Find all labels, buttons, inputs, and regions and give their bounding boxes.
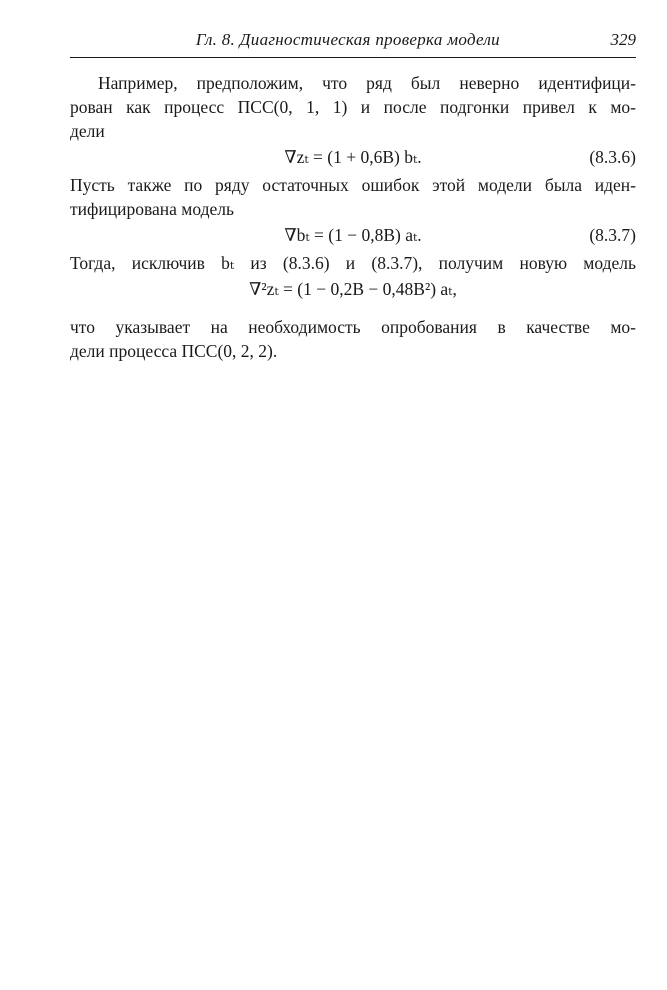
running-title: Гл. 8. Диагностическая проверка модели xyxy=(195,30,500,49)
running-head xyxy=(70,30,636,54)
text-line: тифицирована модель xyxy=(70,199,234,219)
equation-expression: ∇zₜ = (1 + 0,6B) bₜ. xyxy=(284,147,422,167)
equation-number: (8.3.7) xyxy=(589,225,636,245)
equation-8-3-7 xyxy=(70,223,636,247)
paragraph-2 xyxy=(70,173,636,221)
equation-combined xyxy=(70,277,636,301)
equation-8-3-6 xyxy=(70,145,636,169)
text-line: Например, предположим, что ряд был неверно идентифици- xyxy=(98,73,636,93)
equation-expression: ∇²zₜ = (1 − 0,2B − 0,48B²) aₜ, xyxy=(249,279,457,299)
text-line: дели xyxy=(70,121,105,141)
paragraph-1 xyxy=(70,71,636,143)
text-line: рован как процесс ПСС(0, 1, 1) и после подгонки привел к мо- xyxy=(70,97,636,117)
equation-number: (8.3.6) xyxy=(589,147,636,167)
header-rule xyxy=(70,57,636,58)
text-line: что указывает на необходимость опробования в качестве мо- xyxy=(70,317,636,337)
paragraph-4 xyxy=(70,315,636,363)
page-number: 329 xyxy=(610,30,636,49)
text-line: Тогда, исключив bₜ из (8.3.6) и (8.3.7), получим новую модель xyxy=(70,253,636,273)
equation-expression: ∇bₜ = (1 − 0,8B) aₜ. xyxy=(284,225,422,245)
text-line: дели процесса ПСС(0, 2, 2). xyxy=(70,341,278,361)
text-line: Пусть также по ряду остаточных ошибок этой модели была иден- xyxy=(70,175,636,195)
body-text xyxy=(70,71,636,363)
paragraph-3 xyxy=(70,251,636,275)
